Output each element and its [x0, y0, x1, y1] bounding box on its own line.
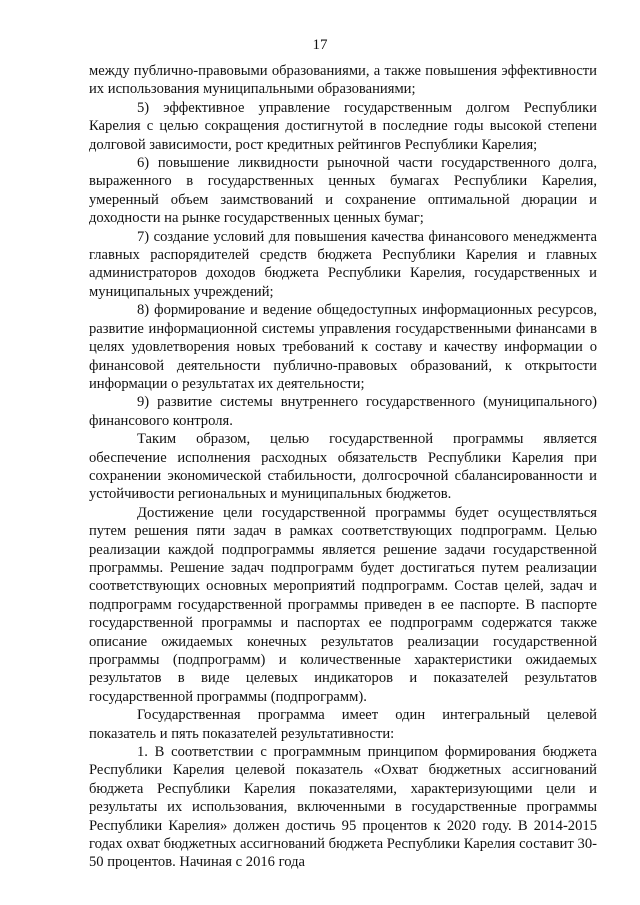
paragraph-item-9: 9) развитие системы внутреннего государственного (муниципального) финансового контроля.: [89, 394, 597, 429]
document-body: [89, 62, 597, 872]
paragraph-indicators-intro: Государственная программа имеет один интегральный целевой показатель и пять показателей результативности:: [89, 707, 597, 742]
paragraph-continuation: между публично-правовыми образованиями, а также повышения эффективности их использования муниципальными образованиями;: [89, 63, 597, 98]
paragraph-item-6: 6) повышение ликвидности рыночной части государственного долга, выраженного в государственных ценных бумагах Республики Карелия, умеренный объем заимствований и сохранение оптимальной дюрации и доходности на рынке государственных ценных бумаг;: [89, 155, 597, 227]
page-number: 17: [312, 37, 328, 53]
paragraph-indicator-1: 1. В соответствии с программным принципом формирования бюджета Республики Карелия целевой показатель «Охват бюджетных ассигнований бюджета Республики Карелия показателями, характеризующими цели и результаты их использования, включенными в государственные программы Республики Карелия» должен достичь 95 процентов к 2020 году. В 2014-2015 годах охват бюджетных ассигнований бюджета Республики Карелия составит 30-50 процентов. Начиная с 2016 года: [89, 744, 597, 871]
paragraph-program-tasks: Достижение цели государственной программы будет осуществляться путем решения пяти задач в рамках соответствующих подпрограмм. Целью реализации каждой подпрограммы является решение задачи государственной программы. Решение задач подпрограмм будет достигаться путем реализации соответствующих основных мероприятий подпрограмм. Состав целей, задач и подпрограмм государственной программы приведен в ее паспорте. В паспорте государственной программы и паспортах ее подпрограмм содержатся также описание ожидаемых конечных результатов реализации государственной программы (подпрограмм) и количественные характеристики ожидаемых результатов в виде целевых индикаторов и показателей результатов государственной программы (подпрограмм).: [89, 504, 597, 705]
paragraph-item-8: 8) формирование и ведение общедоступных информационных ресурсов, развитие информационной системы управления государственными финансами в целях удовлетворения новых требований к составу и качеству информации о финансовой деятельности публично-правовых образований, к открытости информации о результатах их деятельности;: [89, 302, 597, 392]
paragraph-program-goal: Таким образом, целью государственной программы является обеспечение исполнения расходных обязательств Республики Карелия при сохранении экономической стабильности, долгосрочной сбалансированности и устойчивости региональных и муниципальных бюджетов.: [89, 431, 597, 503]
paragraph-item-5: 5) эффективное управление государственным долгом Республики Карелия с целью сокращения достигнутой в последние годы высокой степени долговой зависимости, рост кредитных рейтингов Республики Карелия;: [89, 99, 597, 153]
paragraph-item-7: 7) создание условий для повышения качества финансового менеджмента главных распорядителей средств бюджета Республики Карелия и главных администраторов доходов бюджета Республики Карелия, государственных и муниципальных учреждений;: [89, 228, 597, 300]
